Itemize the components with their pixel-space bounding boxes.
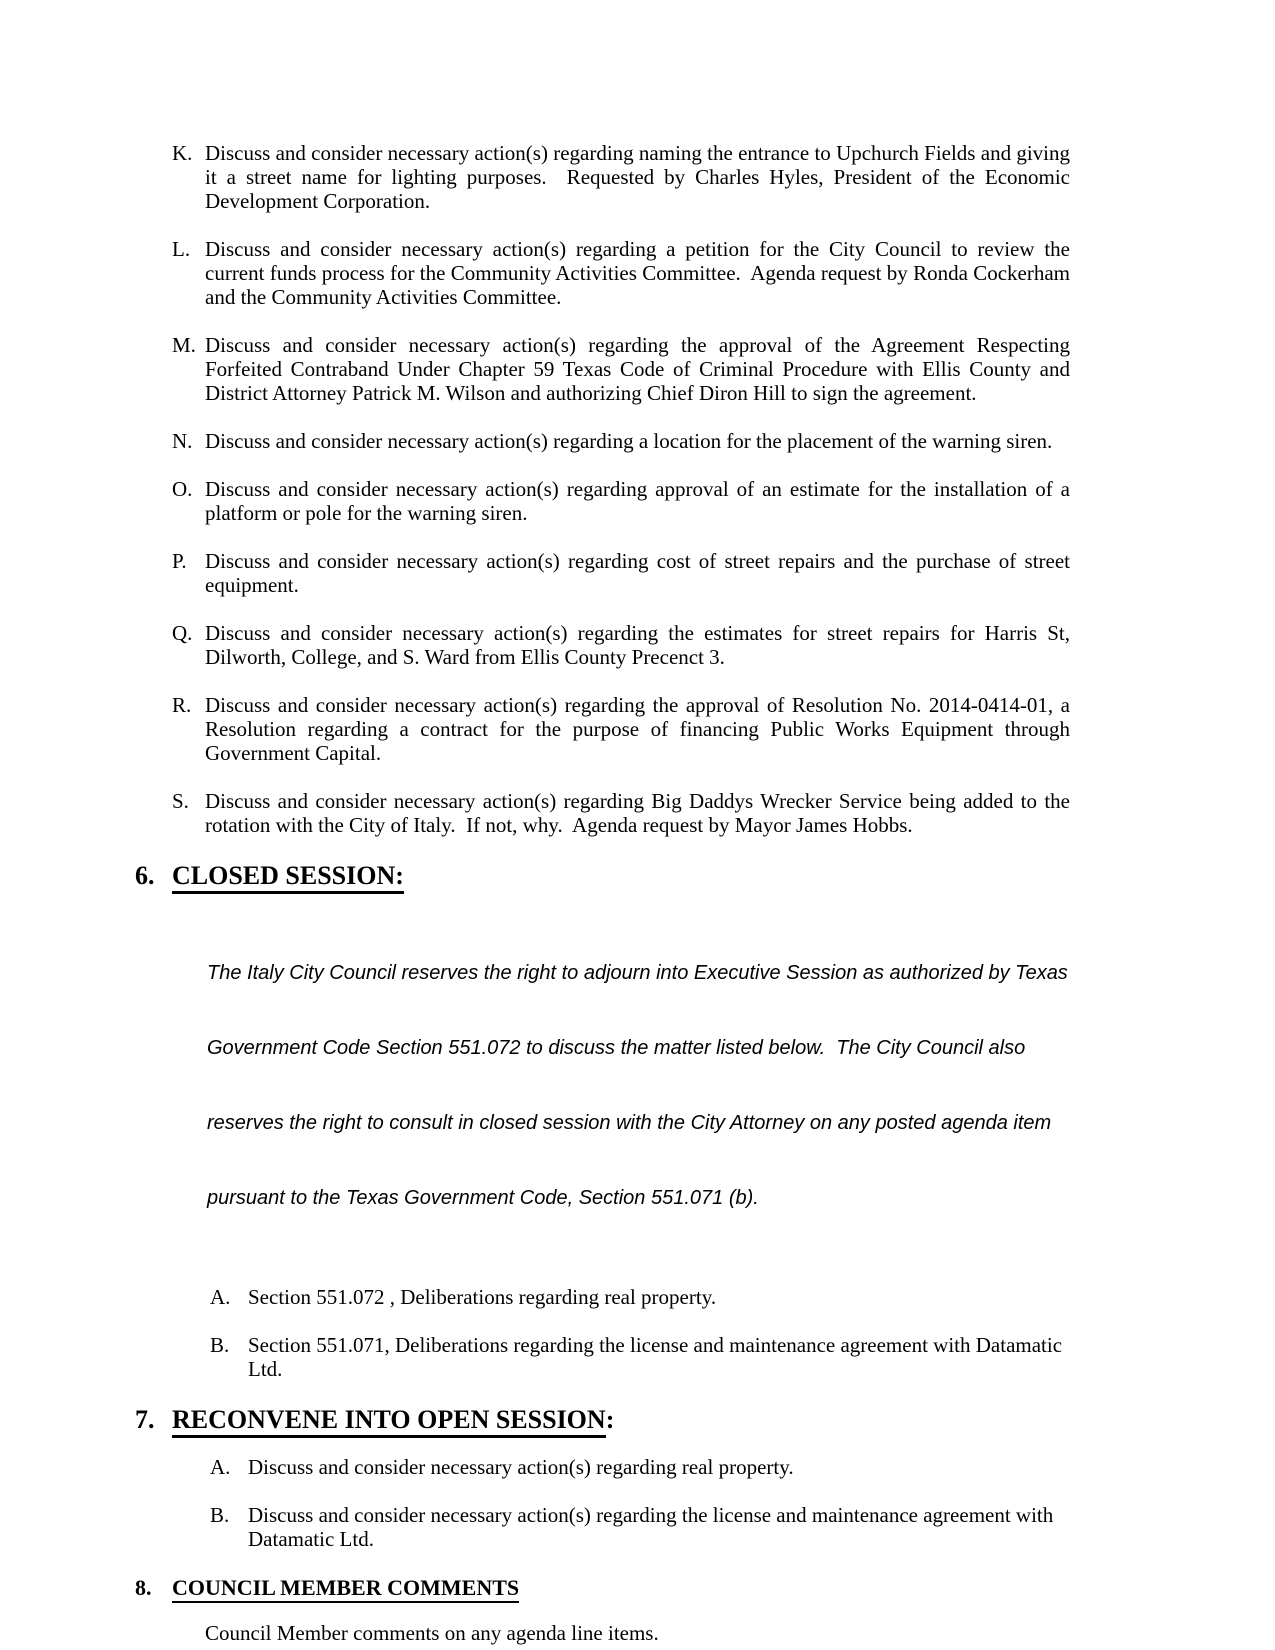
agenda-item-l-label: L. [172,237,191,261]
agenda-item-p-label: P. [172,549,187,573]
agenda-item-o-text: Discuss and consider necessary action(s) regarding approval of an estimate for the installation of a platform or pole for the warning siren. [205,477,1076,525]
agenda-item-m [172,333,1076,405]
agenda-item-s [172,789,1076,837]
closed-session-item-a-text: Section 551.072 , Deliberations regarding real property. [248,1285,717,1309]
council-comments-body: Council Member comments on any agenda line items. [205,1621,659,1645]
agenda-item-o [172,477,1076,525]
closed-session-title: CLOSED SESSION: [172,861,404,894]
agenda-item-k-text: Discuss and consider necessary action(s) regarding naming the entrance to Upchurch Fields and giving it a street name for lighting purposes. Requested by Charles Hyles, President of the Economic Development Corporation. [205,141,1076,213]
closed-session-item-a [210,1285,1070,1309]
notice-line-2: Government Code Section 551.072 to discuss the matter listed below. The City Council also [207,1037,1026,1059]
agenda-item-l [172,237,1076,309]
agenda-item-m-text: Discuss and consider necessary action(s) regarding the approval of the Agreement Respecting Forfeited Contraband Under Chapter 59 Texas Code of Criminal Procedure with Ellis County and District Attorney Patrick M. Wilson and authorizing Chief Diron Hill to sign the agreement. [205,333,1076,405]
closed-session-item-b-text: Section 551.071, Deliberations regarding the license and maintenance agreement with Datamatic Ltd. [248,1333,1068,1381]
reconvene-item-b-text: Discuss and consider necessary action(s) regarding the license and maintenance agreement with Datamatic Ltd. [248,1503,1059,1551]
council-comments-heading [135,1575,1070,1601]
notice-line-1: The Italy City Council reserves the right to adjourn into Executive Session as authorized by Texas [207,962,1068,984]
agenda-item-l-text: Discuss and consider necessary action(s) regarding a petition for the City Council to review the current funds process for the Community Activities Committee. Agenda request by Ronda Cockerham and the Community Activities Committee. [205,237,1076,309]
reconvene-title-suffix: : [605,1405,615,1434]
closed-session-heading [135,861,1070,891]
agenda-item-p-text: Discuss and consider necessary action(s) regarding cost of street repairs and the purchase of street equipment. [205,549,1076,597]
agenda-item-n-text: Discuss and consider necessary action(s) regarding a location for the placement of the warning siren. [205,429,1053,453]
closed-session-item-b-label: B. [210,1333,230,1357]
reconvene-item-b [210,1503,1070,1551]
executive-session-notice [207,911,1087,1261]
agenda-item-n-label: N. [172,429,193,453]
reconvene-number: 7. [135,1405,155,1434]
reconvene-item-b-label: B. [210,1503,230,1527]
reconvene-title: RECONVENE INTO OPEN SESSION [172,1405,606,1438]
closed-session-item-b [210,1333,1070,1381]
closed-session-number: 6. [135,861,155,890]
agenda-item-k [172,141,1076,213]
council-comments-number: 8. [135,1575,152,1600]
agenda-item-r [172,693,1076,765]
reconvene-item-a [210,1455,1070,1479]
agenda-item-q-label: Q. [172,621,193,645]
reconvene-item-a-text: Discuss and consider necessary action(s) regarding real property. [248,1455,794,1479]
agenda-item-q-text: Discuss and consider necessary action(s) regarding the estimates for street repairs for Harris St, Dilworth, College, and S. Ward from Ellis County Precenct 3. [205,621,1076,669]
agenda-item-o-label: O. [172,477,193,501]
notice-line-3: reserves the right to consult in closed session with the City Attorney on any posted agenda item [207,1112,1052,1134]
agenda-item-k-label: K. [172,141,193,165]
agenda-item-r-label: R. [172,693,192,717]
council-comments-title: COUNCIL MEMBER COMMENTS [172,1575,519,1603]
agenda-item-n [172,429,1070,453]
reconvene-item-a-label: A. [210,1455,231,1479]
agenda-item-s-text: Discuss and consider necessary action(s) regarding Big Daddys Wrecker Service being added to the rotation with the City of Italy. If not, why. Agenda request by Mayor James Hobbs. [205,789,1076,837]
agenda-item-m-label: M. [172,333,196,357]
agenda-item-s-label: S. [172,789,189,813]
closed-session-item-a-label: A. [210,1285,231,1309]
notice-line-4: pursuant to the Texas Government Code, Section 551.071 (b). [207,1187,759,1209]
agenda-item-q [172,621,1076,669]
agenda-item-p [172,549,1076,597]
reconvene-heading [135,1405,1070,1435]
agenda-item-r-text: Discuss and consider necessary action(s) regarding the approval of Resolution No. 2014-0414-01, a Resolution regarding a contract for the purpose of financing Public Works Equipment through Government Capital. [205,693,1076,765]
